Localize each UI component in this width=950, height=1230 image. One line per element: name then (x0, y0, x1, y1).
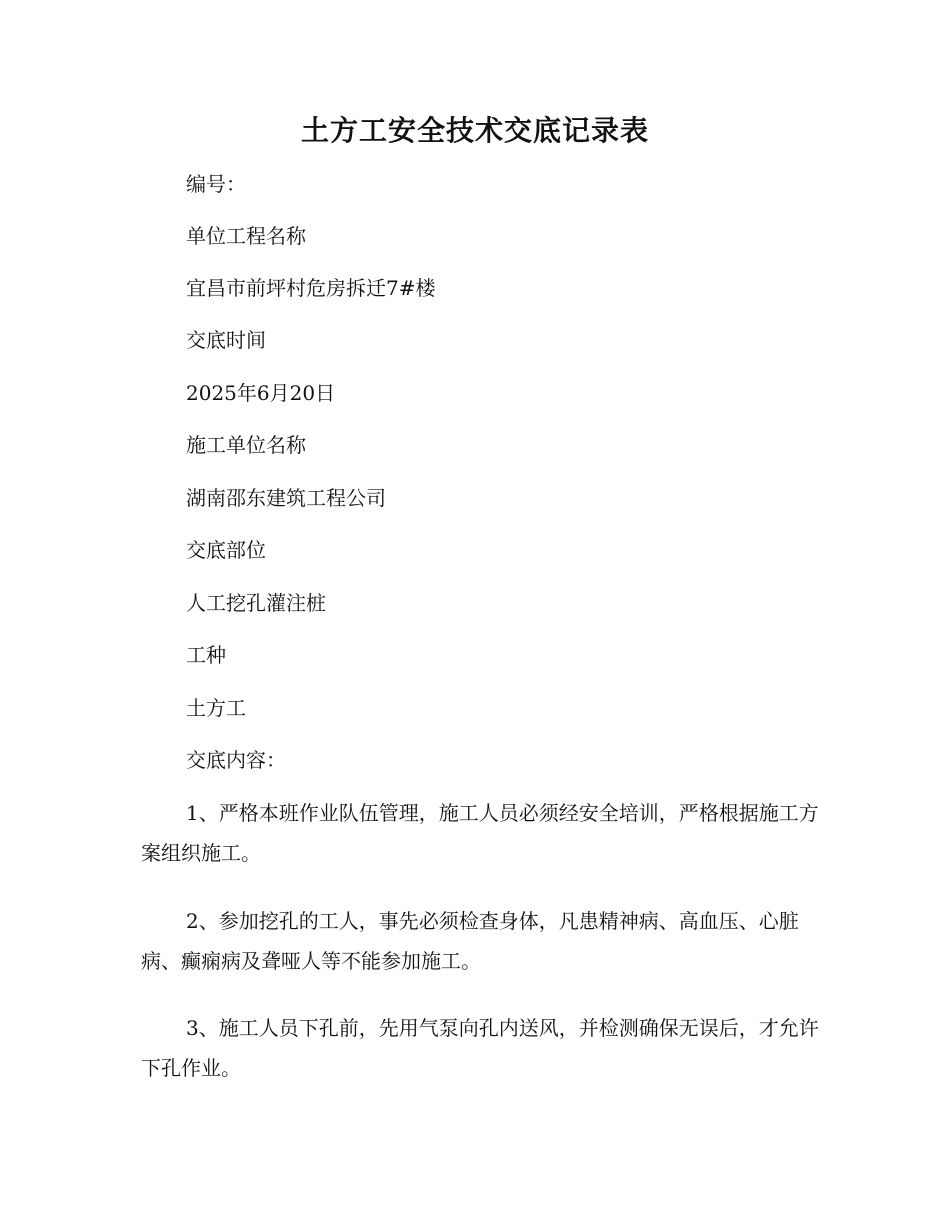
contractor-value: 湖南邵东建筑工程公司 (186, 486, 386, 510)
trade-value: 土方工 (186, 696, 246, 720)
list-item: 2、参加挖孔的工人，事先必须检查身体，凡患精神病、高血压、心脏病、癫痫病及聋哑人等不能参加施工。 (141, 909, 799, 973)
project-name-label: 单位工程名称 (186, 224, 306, 248)
part-value: 人工挖孔灌注桩 (186, 591, 326, 615)
list-item: 1、严格本班作业队伍管理，施工人员必须经安全培训，严格根据施工方案组织施工。 (141, 801, 819, 865)
contractor-label: 施工单位名称 (186, 433, 306, 457)
trade-label: 工种 (186, 643, 226, 667)
content-label: 交底内容： (186, 748, 286, 772)
document-title: 土方工安全技术交底记录表 (300, 114, 649, 147)
date-value: 2025年6月20日 (186, 381, 336, 405)
part-label: 交底部位 (186, 538, 266, 562)
project-name-value: 宜昌市前坪村危房拆迁7#楼 (186, 276, 436, 300)
list-item: 3、施工人员下孔前，先用气泵向孔内送风，并检测确保无误后，才允许下孔作业。 (141, 1016, 819, 1080)
date-label: 交底时间 (186, 328, 266, 352)
number-label: 编号： (186, 172, 246, 196)
